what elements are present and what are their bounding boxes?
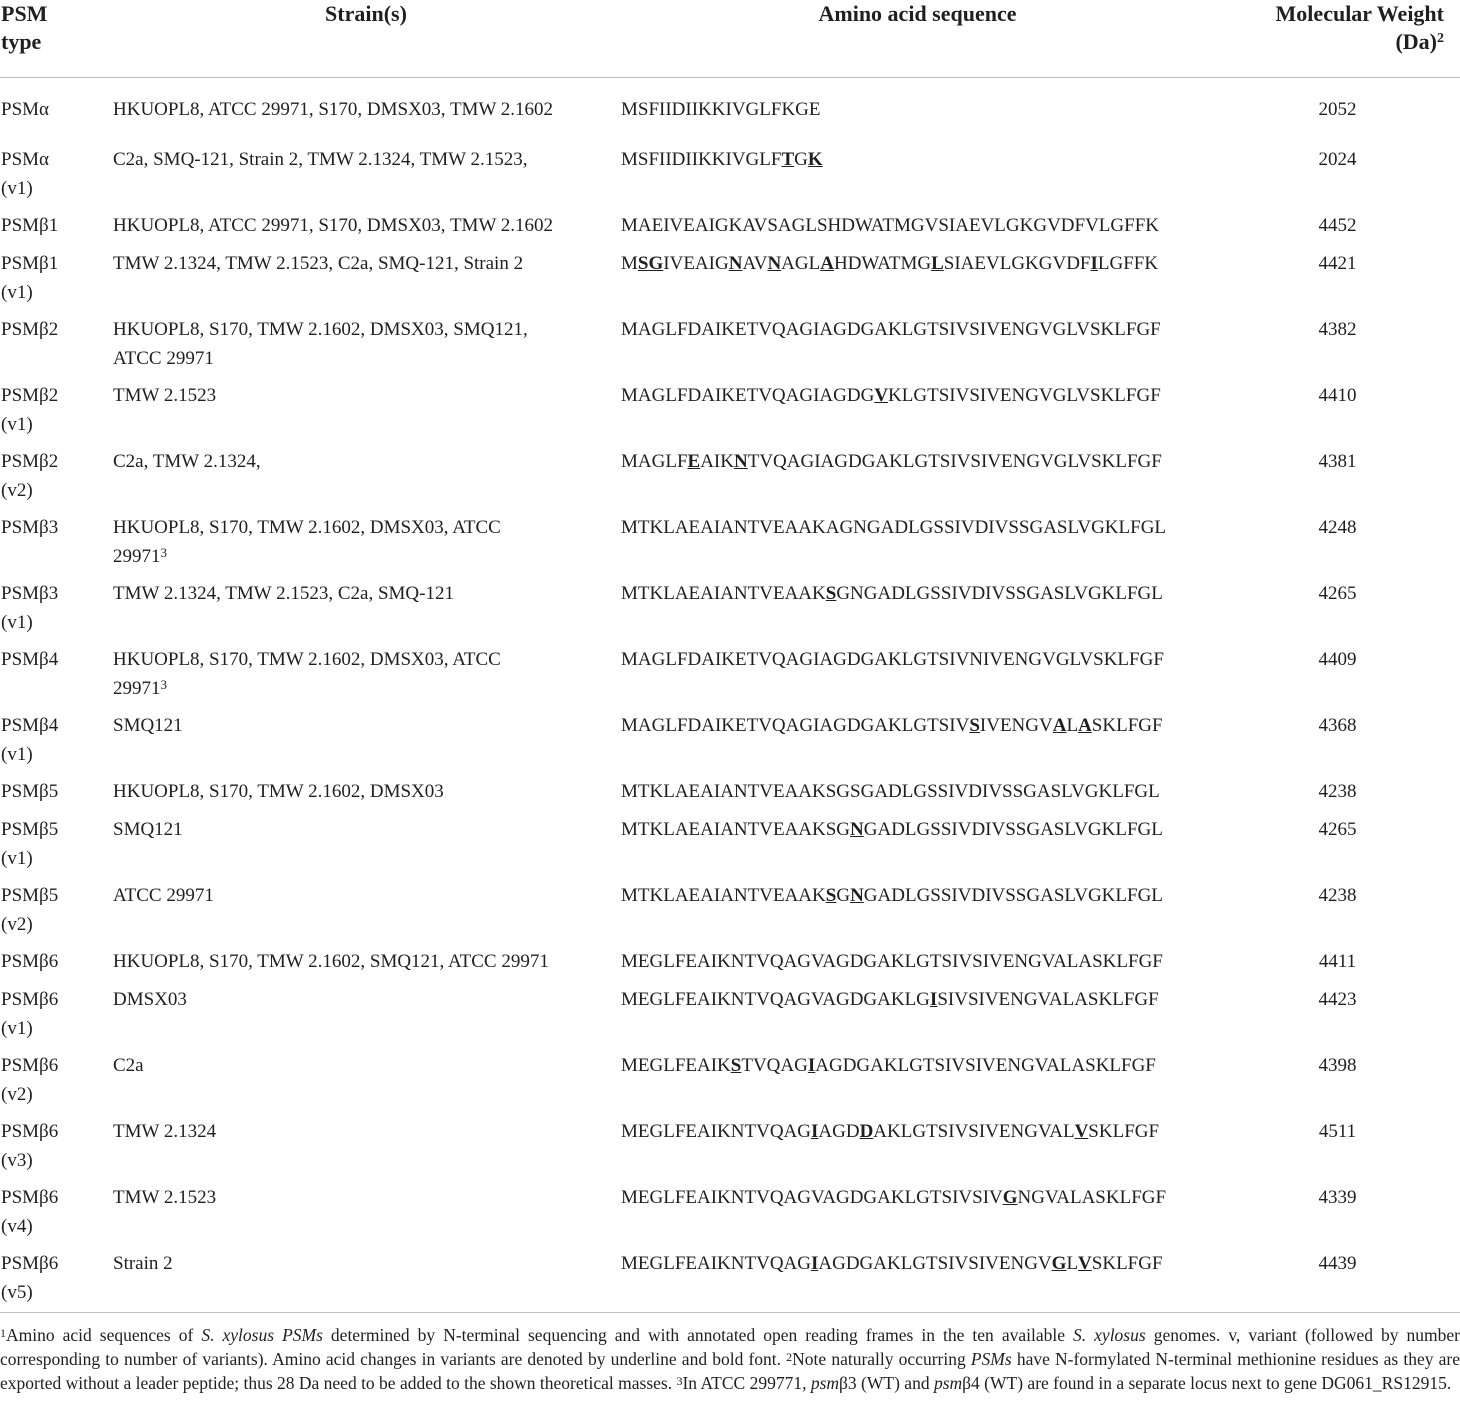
- table-row: [0, 513, 1460, 579]
- molecular-weight-cell: [1215, 1117, 1460, 1183]
- strains-text: ATCC 29971: [113, 347, 214, 369]
- footnote-ref: 3: [160, 676, 167, 692]
- sequence-segment: MAGLF: [621, 450, 688, 472]
- molecular-weight-value: 4381: [1318, 450, 1357, 472]
- header-strains: Strain(s): [112, 0, 620, 78]
- mutation-residue: A: [1052, 714, 1067, 736]
- table-row: [0, 579, 1460, 645]
- sequence-segment: MTKLAEAIANTVEAAKSG: [621, 818, 851, 840]
- psm-variant-label: (v1): [1, 611, 33, 633]
- table-row: [0, 381, 1460, 447]
- header-molecular-weight: Molecular Weight $(Da)^2$: [1215, 0, 1460, 78]
- mutation-residue: K: [807, 148, 823, 170]
- strains-text: 29971: [113, 677, 161, 699]
- psm-type-label: PSMβ1: [1, 214, 59, 236]
- table-row: [0, 711, 1460, 777]
- molecular-weight-cell: [1215, 881, 1460, 947]
- psm-variant-label: (v5): [1, 1281, 33, 1303]
- table-row: [0, 249, 1460, 315]
- strains-text: C2a, SMQ-121, Strain 2, TMW 2.1324, TMW 2.1523,: [113, 148, 528, 170]
- sequence-cell: [620, 315, 1215, 381]
- psm-variant-label: (v3): [1, 1149, 33, 1171]
- footnote-text: Amino acid sequences of: [6, 1325, 202, 1345]
- footnote-italic: PSMs: [970, 1349, 1012, 1369]
- molecular-weight-value: 4511: [1318, 1120, 1357, 1142]
- molecular-weight-cell: [1215, 78, 1460, 145]
- sequence-segment: MTKLAEAIANTVEAAKSGSGADLGSSIVDIVSSGASLVGKLFGL: [621, 780, 1160, 802]
- footnote-text: genomes. v, variant (followed by number corresponding to number of variants). Amino acid changes in variants are denoted by underline and bold font.: [0, 1325, 1460, 1369]
- strains-text: HKUOPL8, S170, TMW 2.1602, DMSX03, SMQ121,: [113, 318, 528, 340]
- sequence-segment: G: [794, 148, 808, 170]
- sequence-cell: [620, 1117, 1215, 1183]
- molecular-weight-cell: [1215, 145, 1460, 211]
- sequence-segment: M: [621, 252, 638, 274]
- mutation-residue: SG: [637, 252, 664, 274]
- strains-text: HKUOPL8, ATCC 29971, S170, DMSX03, TMW 2.1602: [113, 214, 554, 236]
- mutation-residue: L: [931, 252, 944, 274]
- mutation-residue: A: [1078, 714, 1092, 736]
- molecular-weight-cell: [1215, 1249, 1460, 1315]
- strains-text: DMSX03: [113, 988, 187, 1010]
- psm-type-label: PSMβ6: [1, 1120, 59, 1142]
- strains-cell: [112, 645, 620, 711]
- mutation-residue: I: [810, 1120, 819, 1142]
- header-sequence: Amino acid sequence: [620, 0, 1215, 78]
- sequence-segment: AIK: [700, 450, 734, 472]
- molecular-weight-cell: [1215, 513, 1460, 579]
- table-row: [0, 315, 1460, 381]
- footnote-italic: S. xylosus: [1073, 1325, 1146, 1345]
- sequence-segment: AGD: [818, 1120, 860, 1142]
- psm-variant-label: (v1): [1, 1017, 33, 1039]
- psm-variant-label: (v1): [1, 847, 33, 869]
- strains-text: SMQ121: [113, 818, 183, 840]
- footnote-text: β4 (WT) are found in a separate locus next to gene DG061_RS12915.: [962, 1373, 1452, 1393]
- footnote-text: Note naturally occurring: [792, 1349, 971, 1369]
- sequence-segment: MEGLFEAIK: [621, 1054, 731, 1076]
- sequence-segment: AKLGTSIVSIVENGVAL: [873, 1120, 1075, 1142]
- table-header: [0, 0, 1460, 78]
- strains-cell: [112, 711, 620, 777]
- sequence-cell: [620, 78, 1215, 145]
- strains-cell: [112, 249, 620, 315]
- strains-cell: [112, 1051, 620, 1117]
- sequence-segment: MAGLFDAIKETVQAGIAGDGAKLGTSIVNIVENGVGLVSKLFGF: [621, 648, 1164, 670]
- strains-cell: [112, 447, 620, 513]
- sequence-cell: [620, 815, 1215, 881]
- molecular-weight-value: 2024: [1318, 148, 1357, 170]
- mutation-residue: N: [728, 252, 743, 274]
- strains-cell: [112, 145, 620, 211]
- molecular-weight-value: 4265: [1318, 818, 1357, 840]
- molecular-weight-value: 4411: [1318, 950, 1357, 972]
- table-row: [0, 777, 1460, 815]
- psm-type-label: PSMβ6: [1, 988, 59, 1010]
- molecular-weight-value: 4238: [1318, 780, 1357, 802]
- table-row: [0, 1051, 1460, 1117]
- psm-type-cell: [0, 447, 112, 513]
- psm-type-label: PSMβ5: [1, 884, 59, 906]
- mutation-residue: S: [825, 582, 837, 604]
- molecular-weight-cell: [1215, 249, 1460, 315]
- strains-cell: [112, 78, 620, 145]
- psm-type-cell: [0, 145, 112, 211]
- mutation-residue: I: [810, 1252, 819, 1274]
- sequence-segment: IVENGV: [979, 714, 1053, 736]
- psm-type-cell: [0, 78, 112, 145]
- strains-text: ATCC 29971: [113, 884, 214, 906]
- molecular-weight-value: 4421: [1318, 252, 1357, 274]
- strains-text: TMW 2.1523: [113, 1186, 217, 1208]
- sequence-cell: [620, 211, 1215, 249]
- psm-type-cell: [0, 777, 112, 815]
- molecular-weight-value: 4339: [1318, 1186, 1357, 1208]
- sequence-cell: [620, 145, 1215, 211]
- footnote-number: 2: [786, 1350, 793, 1364]
- strains-cell: [112, 579, 620, 645]
- sequence-segment: SKLFGF: [1091, 1252, 1163, 1274]
- psm-type-label: PSMβ2: [1, 318, 59, 340]
- strains-cell: [112, 513, 620, 579]
- psm-type-label: PSMβ1: [1, 252, 59, 274]
- sequence-segment: AGDGAKLGTSIVSIVENGV: [818, 1252, 1052, 1274]
- psm-type-cell: [0, 645, 112, 711]
- sequence-segment: AGDGAKLGTSIVSIVENGVALASKLFGF: [815, 1054, 1156, 1076]
- sequence-segment: MTKLAEAIANTVEAAK: [621, 884, 826, 906]
- sequence-cell: [620, 249, 1215, 315]
- mutation-residue: D: [859, 1120, 874, 1142]
- molecular-weight-cell: [1215, 815, 1460, 881]
- mutation-residue: N: [850, 884, 864, 906]
- molecular-weight-cell: [1215, 947, 1460, 985]
- mutation-residue: V: [1074, 1120, 1089, 1142]
- psm-type-cell: [0, 1051, 112, 1117]
- psm-type-label: PSMβ4: [1, 648, 59, 670]
- sequence-segment: MAGLFDAIKETVQAGIAGDGAKLGTSIVSIVENGVGLVSKLFGF: [621, 318, 1161, 340]
- strains-text: TMW 2.1324, TMW 2.1523, C2a, SMQ-121, Strain 2: [113, 252, 524, 274]
- sequence-segment: MAEIVEAIGKAVSAGLSHDWATMGVSIAEVLGKGVDFVLGFFK: [621, 214, 1159, 236]
- sequence-segment: MAGLFDAIKETVQAGIAGDG: [621, 384, 875, 406]
- sequence-cell: [620, 985, 1215, 1051]
- molecular-weight-value: 4439: [1318, 1252, 1357, 1274]
- molecular-weight-cell: [1215, 777, 1460, 815]
- table-row: [0, 815, 1460, 881]
- psm-variant-label: (v2): [1, 913, 33, 935]
- psm-type-cell: [0, 513, 112, 579]
- molecular-weight-value: 4265: [1318, 582, 1357, 604]
- psm-type-label: PSMβ4: [1, 714, 59, 736]
- mutation-residue: S: [825, 884, 837, 906]
- sequence-segment: MAGLFDAIKETVQAGIAGDGAKLGTSIV: [621, 714, 970, 736]
- strains-text: C2a, TMW 2.1324,: [113, 450, 261, 472]
- psm-type-label: PSMβ6: [1, 1186, 59, 1208]
- footnote-italic: psm: [933, 1373, 963, 1393]
- table-row: [0, 145, 1460, 211]
- molecular-weight-cell: [1215, 985, 1460, 1051]
- molecular-weight-value: 2052: [1318, 99, 1357, 120]
- strains-text: 29971: [113, 545, 161, 567]
- sequence-segment: MEGLFEAIKNTVQAGVAGDGAKLGTSIVSIV: [621, 1186, 1003, 1208]
- psm-type-cell: [0, 579, 112, 645]
- psm-variant-label: (v2): [1, 1083, 33, 1105]
- table-row: [0, 447, 1460, 513]
- molecular-weight-cell: [1215, 211, 1460, 249]
- sequence-cell: [620, 447, 1215, 513]
- psm-type-cell: [0, 315, 112, 381]
- psm-type-cell: [0, 985, 112, 1051]
- sequence-cell: [620, 1051, 1215, 1117]
- mutation-residue: I: [1090, 252, 1098, 274]
- table-body: [0, 78, 1460, 1315]
- strains-text: HKUOPL8, ATCC 29971, S170, DMSX03, TMW 2.1602: [113, 99, 554, 120]
- mutation-residue: S: [730, 1054, 742, 1076]
- mutation-residue: N: [767, 252, 782, 274]
- molecular-weight-value: 4382: [1318, 318, 1357, 340]
- strains-cell: [112, 315, 620, 381]
- sequence-cell: [620, 1249, 1215, 1315]
- strains-cell: [112, 381, 620, 447]
- sequence-segment: SKLFGF: [1088, 1120, 1160, 1142]
- strains-cell: [112, 985, 620, 1051]
- sequence-segment: MEGLFEAIKNTVQAG: [621, 1252, 811, 1274]
- mutation-residue: G: [1051, 1252, 1067, 1274]
- molecular-weight-value: 4398: [1318, 1054, 1357, 1076]
- strains-cell: [112, 1117, 620, 1183]
- molecular-weight-cell: [1215, 1051, 1460, 1117]
- footnote-text: In ATCC 299771,: [682, 1373, 811, 1393]
- footnote-text: determined by N-terminal sequencing and with annotated open reading frames in the ten available: [322, 1325, 1074, 1345]
- mutation-residue: V: [1078, 1252, 1092, 1274]
- strains-text: C2a: [113, 1054, 144, 1076]
- strains-cell: [112, 815, 620, 881]
- sequence-segment: MEGLFEAIKNTVQAG: [621, 1120, 811, 1142]
- psm-type-label: PSMβ5: [1, 780, 59, 802]
- sequence-segment: KLGTSIVSIVENGVGLVSKLFGF: [888, 384, 1161, 406]
- sequence-segment: SKLFGF: [1091, 714, 1163, 736]
- strains-text: HKUOPL8, S170, TMW 2.1602, SMQ121, ATCC 29971: [113, 950, 549, 972]
- strains-text: HKUOPL8, S170, TMW 2.1602, DMSX03: [113, 780, 444, 802]
- strains-text: TMW 2.1523: [113, 384, 217, 406]
- molecular-weight-cell: [1215, 381, 1460, 447]
- sequence-segment: IVEAIG: [663, 252, 729, 274]
- psm-type-cell: [0, 211, 112, 249]
- sequence-segment: SIVSIVENGVALASKLFGF: [937, 988, 1159, 1010]
- sequence-segment: NGVALASKLFGF: [1017, 1186, 1167, 1208]
- psm-type-label: PSMα: [1, 148, 49, 170]
- sequence-segment: GNGADLGSSIVDIVSSGASLVGKLFGL: [836, 582, 1163, 604]
- psm-variant-label: (v1): [1, 177, 33, 199]
- psm-type-cell: [0, 1183, 112, 1249]
- psm-type-label: PSMα: [1, 99, 49, 120]
- sequence-cell: [620, 381, 1215, 447]
- header-psm-type: PSM type: [0, 0, 112, 78]
- sequence-segment: HDWATMG: [833, 252, 932, 274]
- sequence-segment: TVQAGIAGDGAKLGTSIVSIVENGVGLVSKLFGF: [747, 450, 1162, 472]
- molecular-weight-value: 4410: [1318, 384, 1357, 406]
- sequence-segment: AV: [742, 252, 768, 274]
- psm-variant-label: (v2): [1, 479, 33, 501]
- molecular-weight-value: 4368: [1318, 714, 1357, 736]
- psm-type-label: PSMβ2: [1, 450, 59, 472]
- table-row: [0, 1249, 1460, 1315]
- strains-cell: [112, 881, 620, 947]
- molecular-weight-cell: [1215, 579, 1460, 645]
- sequence-segment: MEGLFEAIKNTVQAGVAGDGAKLGTSIVSIVENGVALASKLFGF: [621, 950, 1163, 972]
- psm-type-cell: [0, 1249, 112, 1315]
- sequence-segment: GADLGSSIVDIVSSGASLVGKLFGL: [863, 884, 1163, 906]
- molecular-weight-cell: [1215, 1183, 1460, 1249]
- footnote-number: 1: [0, 1326, 6, 1340]
- sequence-segment: GADLGSSIVDIVSSGASLVGKLFGL: [863, 818, 1163, 840]
- psm-type-cell: [0, 815, 112, 881]
- sequence-segment: SIAEVLGKGVDF: [943, 252, 1091, 274]
- footnote-text: β3 (WT) and: [839, 1373, 934, 1393]
- strains-text: SMQ121: [113, 714, 183, 736]
- sequence-segment: MEGLFEAIKNTVQAGVAGDGAKLG: [621, 988, 930, 1010]
- mutation-residue: G: [1002, 1186, 1018, 1208]
- psm-type-label: PSMβ6: [1, 950, 59, 972]
- footnote-italic: S. xylosus PSMs: [201, 1325, 323, 1345]
- footnote-number: 3: [676, 1374, 683, 1388]
- sequence-cell: [620, 711, 1215, 777]
- sequence-segment: MSFIIDIIKKIVGLF: [621, 148, 782, 170]
- strains-cell: [112, 777, 620, 815]
- sequence-segment: MTKLAEAIANTVEAAKAGNGADLGSSIVDIVSSGASLVGKLFGL: [621, 516, 1167, 538]
- strains-cell: [112, 211, 620, 249]
- psm-type-label: PSMβ3: [1, 516, 59, 538]
- footnote-italic: psm: [810, 1373, 840, 1393]
- sequence-segment: L: [1066, 1252, 1079, 1274]
- sequence-cell: [620, 645, 1215, 711]
- psm-type-cell: [0, 1117, 112, 1183]
- table-row: [0, 211, 1460, 249]
- mutation-residue: N: [733, 450, 748, 472]
- psm-variant-label: (v1): [1, 281, 33, 303]
- table-row: [0, 1117, 1460, 1183]
- sequence-segment: MSFIIDIIKKIVGLFKGE: [621, 99, 821, 120]
- sequence-cell: [620, 513, 1215, 579]
- sequence-segment: L: [1066, 714, 1079, 736]
- strains-text: HKUOPL8, S170, TMW 2.1602, DMSX03, ATCC: [113, 648, 501, 670]
- psm-type-cell: [0, 381, 112, 447]
- table-footnote: [0, 1312, 1460, 1395]
- strains-text: HKUOPL8, S170, TMW 2.1602, DMSX03, ATCC: [113, 516, 501, 538]
- sequence-cell: [620, 579, 1215, 645]
- molecular-weight-cell: [1215, 645, 1460, 711]
- strains-text: TMW 2.1324: [113, 1120, 217, 1142]
- mutation-residue: V: [874, 384, 889, 406]
- table-row: [0, 985, 1460, 1051]
- sequence-cell: [620, 1183, 1215, 1249]
- strains-text: Strain 2: [113, 1252, 173, 1274]
- psm-type-label: PSMβ5: [1, 818, 59, 840]
- table-row: [0, 78, 1460, 145]
- psm-type-label: PSMβ6: [1, 1252, 59, 1274]
- mutation-residue: T: [781, 148, 795, 170]
- strains-text: TMW 2.1324, TMW 2.1523, C2a, SMQ-121: [113, 582, 454, 604]
- psm-type-cell: [0, 249, 112, 315]
- mutation-residue: E: [687, 450, 701, 472]
- molecular-weight-value: 4423: [1318, 988, 1357, 1010]
- mutation-residue: S: [969, 714, 980, 736]
- molecular-weight-value: 4238: [1318, 884, 1357, 906]
- strains-cell: [112, 1183, 620, 1249]
- mutation-residue: A: [820, 252, 834, 274]
- psm-type-cell: [0, 881, 112, 947]
- molecular-weight-value: 4248: [1318, 516, 1357, 538]
- mutation-residue: I: [929, 988, 938, 1010]
- table-row: [0, 947, 1460, 985]
- sequence-segment: MTKLAEAIANTVEAAK: [621, 582, 826, 604]
- table-row: [0, 881, 1460, 947]
- psm-variant-label: (v4): [1, 1215, 33, 1237]
- psm-type-label: PSMβ6: [1, 1054, 59, 1076]
- sequence-segment: LGFFK: [1097, 252, 1159, 274]
- molecular-weight-cell: [1215, 315, 1460, 381]
- sequence-segment: AGL: [781, 252, 821, 274]
- footnote-ref: 3: [160, 544, 167, 560]
- molecular-weight-cell: [1215, 447, 1460, 513]
- footnote-text: have N-formylated N-terminal methionine residues as they are exported without a leader peptide; thus 28 Da need to be added to the shown theoretical masses.: [0, 1349, 1460, 1393]
- psm-type-cell: [0, 711, 112, 777]
- psm-variant-label: (v1): [1, 743, 33, 765]
- mutation-residue: I: [807, 1054, 816, 1076]
- sequence-segment: TVQAG: [741, 1054, 808, 1076]
- strains-cell: [112, 1249, 620, 1315]
- sequence-segment: G: [836, 884, 851, 906]
- table-row: [0, 645, 1460, 711]
- sequence-cell: [620, 947, 1215, 985]
- sequence-cell: [620, 777, 1215, 815]
- table-row: [0, 1183, 1460, 1249]
- molecular-weight-cell: [1215, 711, 1460, 777]
- strains-cell: [112, 947, 620, 985]
- molecular-weight-value: 4409: [1318, 648, 1357, 670]
- psm-type-cell: [0, 947, 112, 985]
- mutation-residue: N: [850, 818, 864, 840]
- psm-type-label: PSMβ2: [1, 384, 59, 406]
- psm-variant-label: (v1): [1, 413, 33, 435]
- molecular-weight-value: 4452: [1318, 214, 1357, 236]
- sequence-cell: [620, 881, 1215, 947]
- psm-type-label: PSMβ3: [1, 582, 59, 604]
